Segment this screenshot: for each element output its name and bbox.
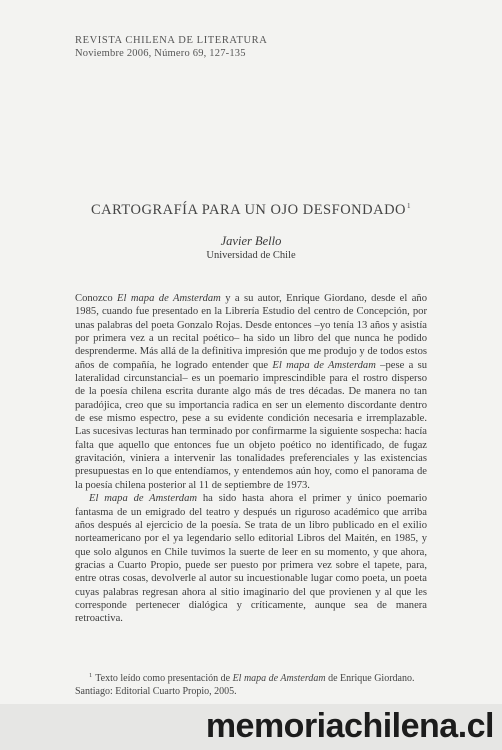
footnote-line-1	[75, 669, 435, 685]
journal-header	[75, 34, 267, 60]
p1-book-title-1: El mapa de Amsterdam	[117, 293, 221, 304]
author-name: Javier Bello	[220, 234, 282, 248]
footnote-mark: 1	[89, 672, 93, 679]
p1-text-3: –pese a su lateralidad circunstancial– es un poemario imprescindible para el rostro disperso de la poesía chilena escrita durante algo más de tres décadas. De manera no tan paradójica, creo que su importancia radica en ser un elemento discordante dentro de ese mismo espectro, pese a su evidente condición necesaria e irremplazable. Las sucesivas lecturas han terminado por confirmarme la siguiente sospecha: hacía falta que aquello que entonces fue un objeto poético no identificado, de fugaz gravitación, viniera a intervenir las tonalidades preferenciales y las existencias presupuestas en lo que entendíamos, y entendemos aún hoy, como el panorama de la poesía chilena posterior al 11 de septiembre de 1973.	[75, 359, 427, 491]
author-affiliation: Universidad de Chile	[206, 250, 296, 261]
article-title	[0, 202, 502, 219]
journal-issue: Noviembre 2006, Número 69, 127-135	[75, 48, 246, 59]
p1-book-title-2: El mapa de Amsterdam	[272, 359, 376, 371]
title-footnote-mark: 1	[407, 202, 412, 210]
article-title-text: CARTOGRAFÍA PARA UN OJO DESFONDADO	[90, 202, 407, 218]
footnote-line-2: Santiago: Editorial Cuarto Propio, 2005.	[75, 686, 237, 697]
footnote-book-title: El mapa de Amsterdam	[232, 673, 326, 684]
paragraph-1	[75, 292, 427, 492]
byline	[0, 234, 502, 262]
p2-book-title: El mapa de Amsterdam	[89, 493, 198, 505]
footnote-text-1: Texto leído como presentación de	[95, 673, 233, 684]
p2-text: ha sido hasta ahora el primer y único poemario fantasma de un emigrado del teatro y después un riguroso académico que arriba años después al ejercicio de la poesía. Se trata de un libro publicado en el exilio norteamericano por el ya legendario sello editorial Libros del Maitén, en 1985, y que solo algunos en Chile tuvimos la suerte de leer en su momento, y que ahora, gracias a Cuarto Propio, puede ser puesto por primera vez sobre el tapete, para, entre otras cosas, devolverle al autor su incuestionable lugar como poeta, un poeta cuyas palabras regresan ahora al sitio imaginario del que provienen y al que les corresponde pertenecer dialógica y críticamente, aunque sea de manera retroactiva.	[75, 493, 428, 625]
watermark-logo: memoriachilena.cl	[205, 707, 494, 745]
p1-text-1: Conozco	[75, 293, 118, 304]
article-body	[75, 292, 427, 626]
journal-title: REVISTA CHILENA DE LITERATURA	[75, 35, 268, 46]
p1-text-2: y a su autor, Enrique Giordano, desde el año 1985, cuando fue presentado en la Librería Estudio del centro de Concepción, por unas palabras del poeta Gonzalo Rojas. Desde entonces –yo tenía 13 años y asistía por primera vez a un recital poético– ha sido un libro del que nunca he podido desprenderme. Más allá de la definitiva impresión que me produjo y de todos estos años de compañía, he logrado entender que	[75, 293, 427, 371]
paragraph-2	[75, 492, 427, 625]
footnote-text-2: de Enrique Giordano.	[325, 673, 415, 684]
footnote	[75, 669, 435, 698]
